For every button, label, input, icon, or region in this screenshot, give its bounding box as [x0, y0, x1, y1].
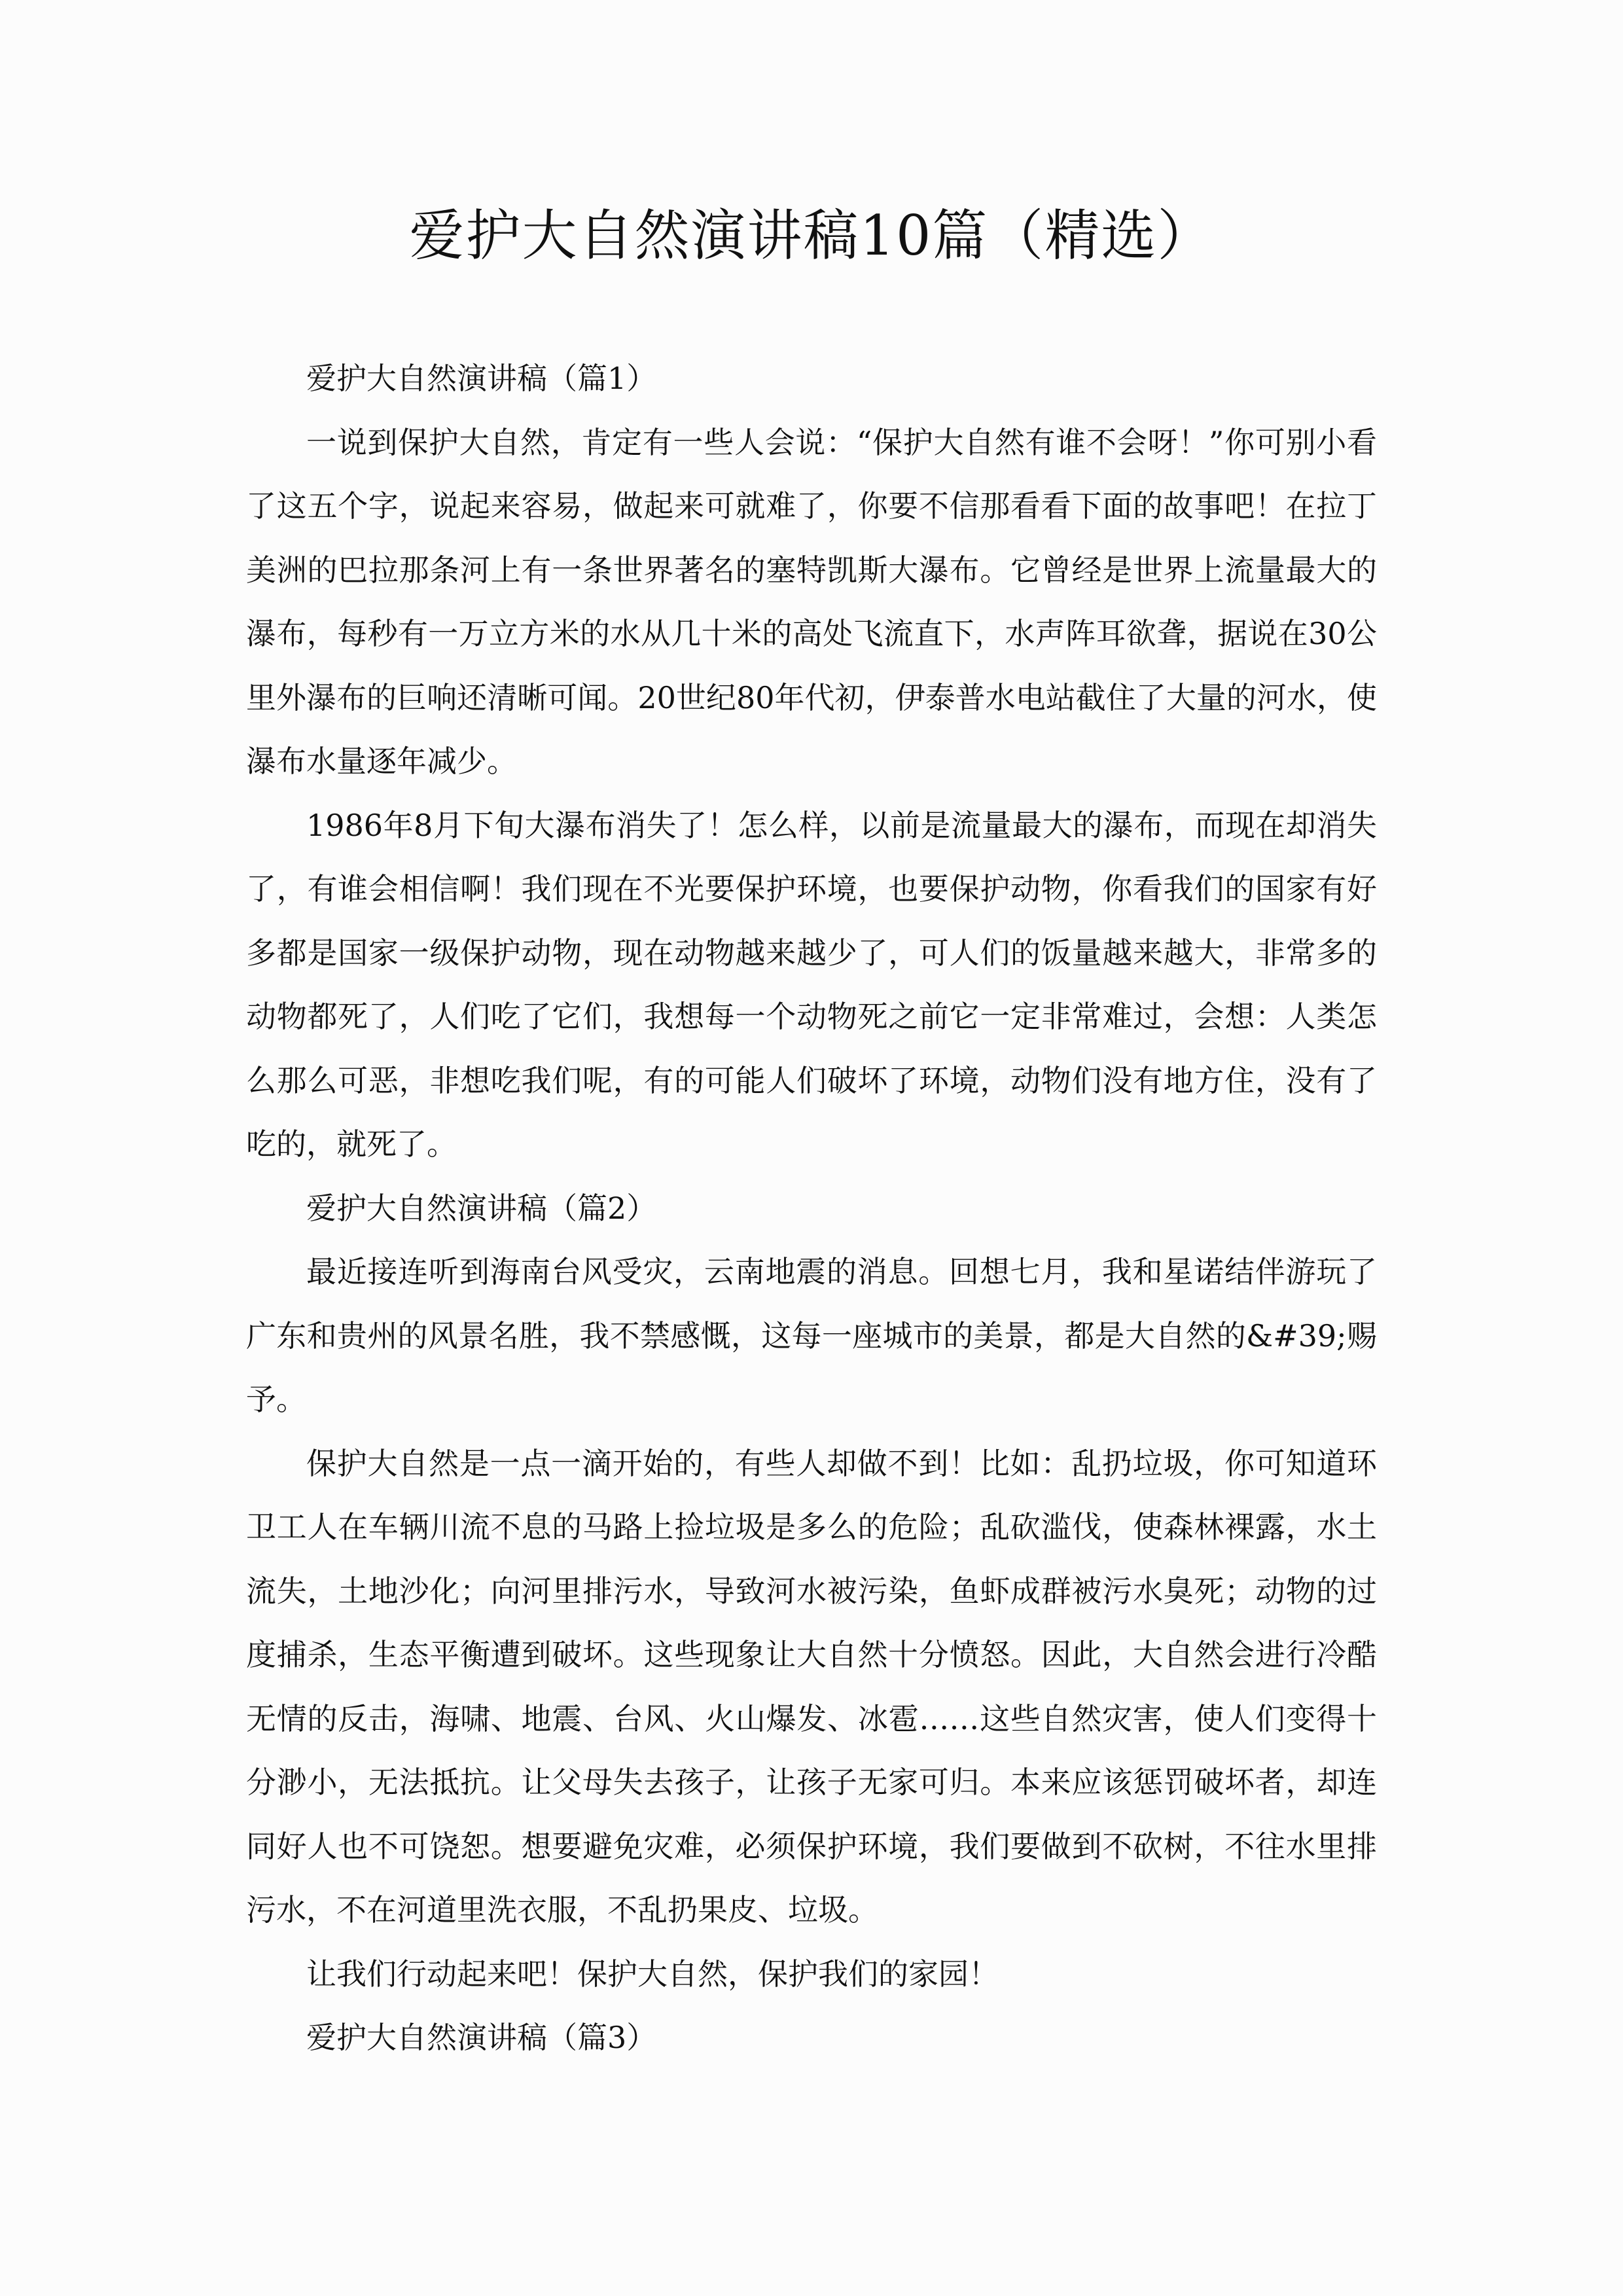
section-heading-1: 爱护大自然演讲稿（篇1）: [306, 361, 657, 396]
paragraph: 让我们行动起来吧！保护大自然，保护我们的家园！: [306, 1956, 999, 1992]
paragraph: 最近接连听到海南台风受灾，云南地震的消息。回想七月，我和星诺结伴游玩了广东和贵州的风景名胜，我不禁感慨，这每一座城市的美景，都是大自然的&#39;赐予。: [246, 1254, 1377, 1417]
paragraph: 1986年8月下旬大瀑布消失了！怎么样，以前是流量最大的瀑布，而现在却消失了，有谁会相信啊！我们现在不光要保护环境，也要保护动物，你看我们的国家有好多都是国家一级保护动物，现在动物越来越少了，可人们的饭量越来越大，非常多的动物都死了，人们吃了它们，我想每一个动物死之前它一定非常难过，会想：人类怎么那么可恶，非想吃我们呢，有的可能人们破坏了环境，动物们没有地方住，没有了吃的，就死了。: [246, 807, 1377, 1162]
document-body: [246, 347, 1377, 2070]
section-heading-2: 爱护大自然演讲稿（篇2）: [306, 1190, 657, 1226]
paragraph: 保护大自然是一点一滴开始的，有些人却做不到！比如：乱扔垃圾，你可知道环卫工人在车辆川流不息的马路上捡垃圾是多么的危险；乱砍滥伐，使森林裸露，水土流失，土地沙化；向河里排污水，导致河水被污染，鱼虾成群被污水臭死；动物的过度捕杀，生态平衡遭到破坏。这些现象让大自然十分愤怒。因此，大自然会进行冷酷无情的反击，海啸、地震、台风、火山爆发、冰雹……这些自然灾害，使人们变得十分渺小，无法抵抗。让父母失去孩子，让孩子无家可归。本来应该惩罚破坏者，却连同好人也不可饶恕。想要避免灾难，必须保护环境，我们要做到不砍树，不往水里排污水，不在河道里洗衣服，不乱扔果皮、垃圾。: [246, 1445, 1377, 1928]
paragraph: 一说到保护大自然，肯定有一些人会说：“保护大自然有谁不会呀！”你可别小看了这五个字，说起来容易，做起来可就难了，你要不信那看看下面的故事吧！在拉丁美洲的巴拉那条河上有一条世界著名的塞特凯斯大瀑布。它曾经是世界上流量最大的瀑布，每秒有一万立方米的水从几十米的高处飞流直下，水声阵耳欲聋，据说在30公里外瀑布的巨响还清晰可闻。20世纪80年代初，伊泰普水电站截住了大量的河水，使瀑布水量逐年减少。: [246, 424, 1377, 779]
section-heading-3: 爱护大自然演讲稿（篇3）: [306, 2020, 657, 2055]
document-title: 爱护大自然演讲稿10篇（精选）: [409, 204, 1214, 268]
